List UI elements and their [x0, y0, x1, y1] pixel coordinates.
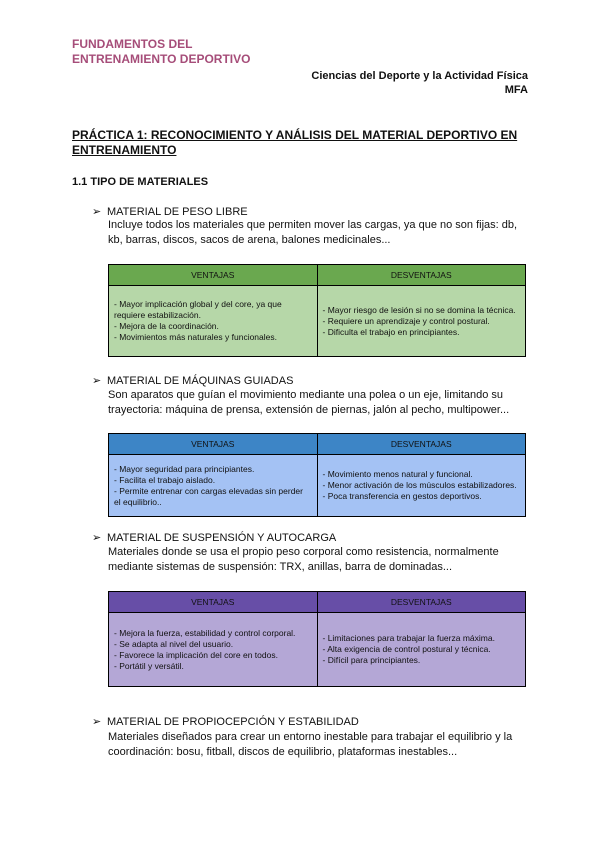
arrow-bullet-icon: ➢ — [92, 206, 102, 218]
list-item: - Requiere un aprendizaje y control postural. — [322, 315, 490, 326]
material-title-text: MATERIAL DE SUSPENSIÓN Y AUTOCARGA — [107, 532, 337, 544]
material-title-text: MATERIAL DE PROPIOCEPCIÓN Y ESTABILIDAD — [107, 716, 359, 728]
material-title-propiocepcion-estabilidad — [92, 715, 359, 728]
material-description: Materiales diseñados para crear un entorno inestable para trabajar el equilibrio y la coordinación: bosu, fitball, discos de equilibrio, plataformas inestables... — [108, 731, 513, 758]
list-item: - Limitaciones para trabajar la fuerza máxima. — [322, 633, 495, 643]
desventajas-cell — [317, 613, 526, 687]
material-title-suspension-autocarga — [92, 531, 336, 544]
material-description: Son aparatos que guían el movimiento mediante una polea o un eje, limitando su trayectoria: máquina de prensa, extensión de piernas, jalón al pecho, multipower... — [108, 389, 510, 416]
list-item: - Movimientos más naturales y funcionales. — [114, 332, 277, 342]
list-item: - Mayor riesgo de lesión si no se domina la técnica. — [322, 304, 516, 315]
list-item: - Movimiento menos natural y funcional. — [322, 469, 473, 479]
list-item: - Se adapta al nivel del usuario. — [114, 638, 234, 649]
comparison-table-maquinas-guiadas — [108, 433, 526, 517]
course-title-line1: FUNDAMENTOS DEL — [72, 37, 193, 51]
list-item: - Favorece la implicación del core en todos. — [114, 649, 278, 660]
comparison-table-peso-libre — [108, 264, 526, 357]
subject-name: Ciencias del Deporte y la Actividad Física — [311, 70, 528, 82]
material-description: Incluye todos los materiales que permiten mover las cargas, ya que no son fijas: db, kb, barras, discos, sacos de arena, balones medicinales... — [108, 219, 518, 246]
list-item: - Difícil para principiantes. — [322, 655, 421, 665]
comparison-table-suspension-autocarga — [108, 591, 526, 687]
ventajas-cell — [109, 613, 318, 687]
course-title-line2: ENTRENAMIENTO DEPORTIVO — [72, 52, 251, 66]
desventajas-cell — [317, 455, 526, 517]
table-header-desventajas: DESVENTAJAS — [317, 592, 526, 613]
arrow-bullet-icon: ➢ — [92, 375, 102, 387]
table-header-ventajas: VENTAJAS — [109, 265, 318, 286]
list-item: - Facilita el trabajo aislado. — [114, 474, 216, 485]
arrow-bullet-icon: ➢ — [92, 716, 102, 728]
table-header-desventajas: DESVENTAJAS — [317, 265, 526, 286]
table-header-desventajas: DESVENTAJAS — [317, 434, 526, 455]
table-header-ventajas: VENTAJAS — [109, 592, 318, 613]
section-title: 1.1 TIPO DE MATERIALES — [72, 176, 209, 188]
material-title-text: MATERIAL DE PESO LIBRE — [107, 206, 248, 218]
desventajas-cell — [317, 286, 526, 357]
ventajas-cell — [109, 455, 318, 517]
list-item: - Mejora de la coordinación. — [114, 321, 219, 331]
list-item: - Mayor implicación global y del core, ya que requiere estabilización. — [114, 299, 282, 320]
material-description: Materiales donde se usa el propio peso corporal como resistencia, normalmente mediante sistemas de suspensión: TRX, anillas, barra de dominadas... — [108, 546, 499, 573]
list-item: - Poca transferencia en gestos deportivos. — [322, 491, 482, 501]
ventajas-cell — [109, 286, 318, 357]
material-title-text: MATERIAL DE MÁQUINAS GUIADAS — [107, 375, 294, 387]
list-item: - Portátil y versátil. — [114, 660, 184, 671]
material-title-maquinas-guiadas — [92, 374, 293, 387]
course-title — [72, 37, 250, 67]
list-item: - Permite entrenar con cargas elevadas sin perder el equilibrio.. — [114, 485, 303, 507]
list-item: - Mejora la fuerza, estabilidad y control corporal. — [114, 627, 296, 638]
author-initials: MFA — [504, 84, 528, 96]
list-item: - Alta exigencia de control postural y técnica. — [322, 644, 491, 654]
subject-block — [311, 69, 528, 97]
practice-title: PRÁCTICA 1: RECONOCIMIENTO Y ANÁLISIS DEL MATERIAL DEPORTIVO EN ENTRENAMIENTO — [72, 128, 518, 157]
arrow-bullet-icon: ➢ — [92, 532, 102, 544]
list-item: - Menor activación de los músculos estabilizadores. — [322, 480, 517, 490]
table-header-ventajas: VENTAJAS — [109, 434, 318, 455]
list-item: - Dificulta el trabajo en principiantes. — [322, 326, 460, 337]
material-title-peso-libre — [92, 205, 248, 218]
list-item: - Mayor seguridad para principiantes. — [114, 463, 255, 474]
